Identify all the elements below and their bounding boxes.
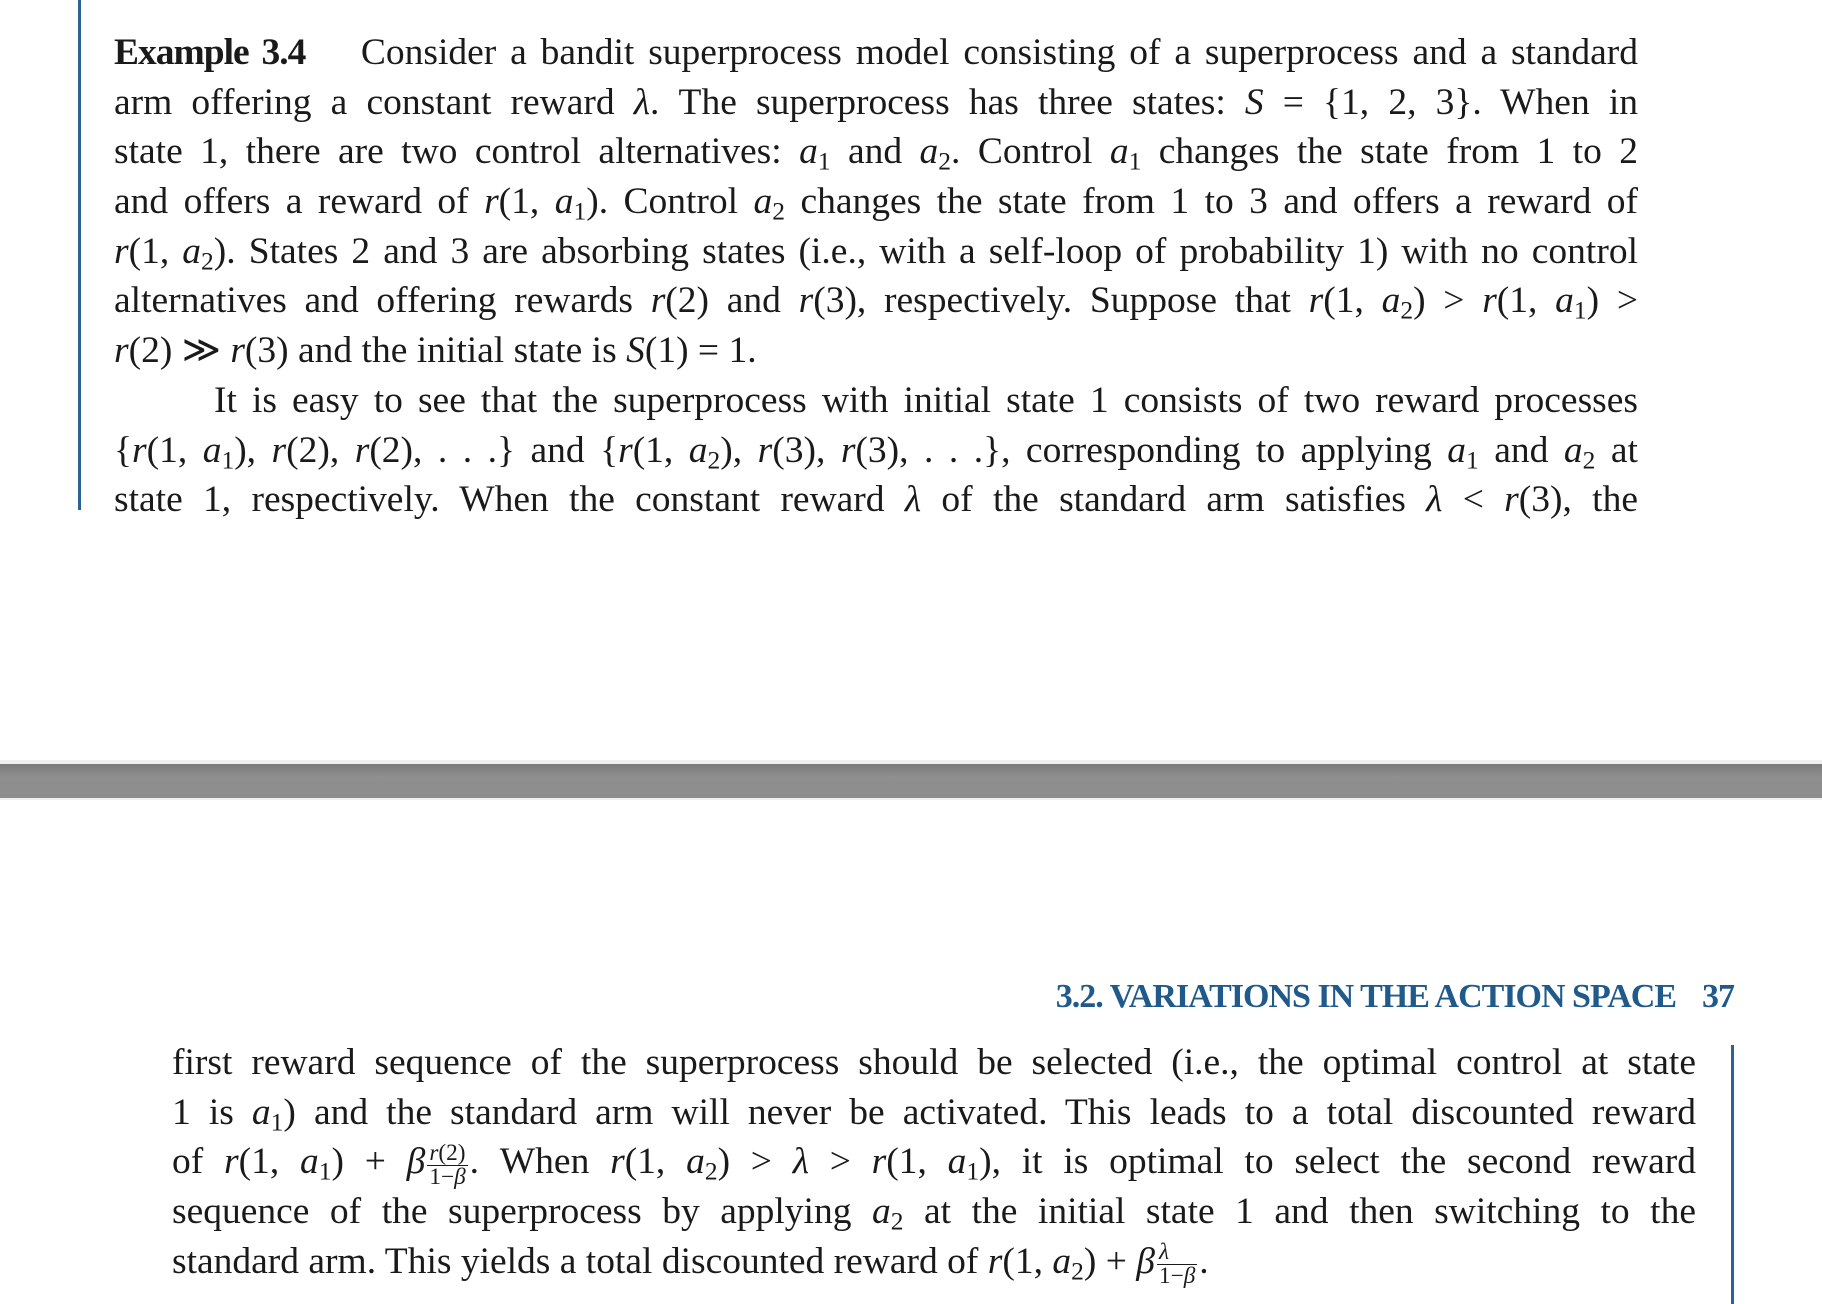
example-label: Example 3.4 [114, 32, 306, 73]
text-line: state 1, respectively. When the constant reward λ of the standard arm satisfies λ < r(3), the [114, 479, 1638, 521]
page-number: 37 [1702, 978, 1734, 1015]
continued-body [172, 1038, 1697, 1290]
text-line: state 1, there are two control alternatives: $a_1$ and $a_2$. Control $a_1$ changes the state from 1 to 2 [114, 131, 1638, 176]
running-head [944, 978, 1734, 1016]
text-line: Example 3.4 Consider a bandit superprocess model consisting of a superprocess and a standard [114, 32, 1638, 73]
text-line: first reward sequence of the superprocess should be selected (i.e., the optimal control at state [172, 1042, 1696, 1083]
text-line: arm offering a constant reward λ. The superprocess has three states: S = {1, 2, 3}. When in [114, 81, 1639, 123]
section-title: 3.2. VARIATIONS IN THE ACTION SPACE [1055, 978, 1676, 1015]
example-body [114, 28, 1638, 525]
page-separator [0, 764, 1822, 798]
text-line: r(2) ≫ r(3) and the initial state is S(1) = 1. [114, 330, 757, 372]
margin-bar-left [78, 0, 81, 510]
fraction: $\frac{r(2)}{1-\beta}$ [429, 1139, 466, 1190]
text-line: It is easy to see that the superprocess with initial state 1 consists of two reward processes [214, 379, 1638, 421]
margin-bar-right [1731, 1045, 1734, 1304]
text-line: sequence of the superprocess by applying $a_2$ at the initial state 1 and then switching to the [172, 1191, 1696, 1236]
text-line: standard arm. This yields a total discounted reward of r(1, $a_2) + \beta$ $\frac{\lambda}{1-\beta}$ . [172, 1238, 1209, 1290]
text-line: and offers a reward of r(1, $a_1$). Control $a_2$ changes the state from 1 to 3 and offers a reward of [114, 181, 1638, 226]
text-line: 1 is $a_1$) and the standard arm will never be activated. This leads to a total discounted reward [172, 1091, 1696, 1137]
fraction: $\frac{\lambda}{1-\beta}$ [1158, 1238, 1196, 1290]
text-line: of r(1, $a_1) + \beta$ $\frac{r(2)}{1-\beta}$ . When r(1, $a_2) > \lambda > r(1$, $a_1$), it is optimal to select the second reward [172, 1139, 1697, 1190]
text-line: alternatives and offering rewards r(2) and r(3), respectively. Suppose that r(1, $a_2) > r(1$, $a_1$) > [114, 280, 1638, 325]
text-line: r(1, $a_2$). States 2 and 3 are absorbing states (i.e., with a self-loop of probability 1) with no control [114, 230, 1638, 276]
text-line: {r(1, $a_1$), r(2), r(2), . . .} and {r(1, $a_2$), r(3), r(3), . . .}, corresponding to applying $a_1$ and $a_2$ at [114, 429, 1638, 474]
